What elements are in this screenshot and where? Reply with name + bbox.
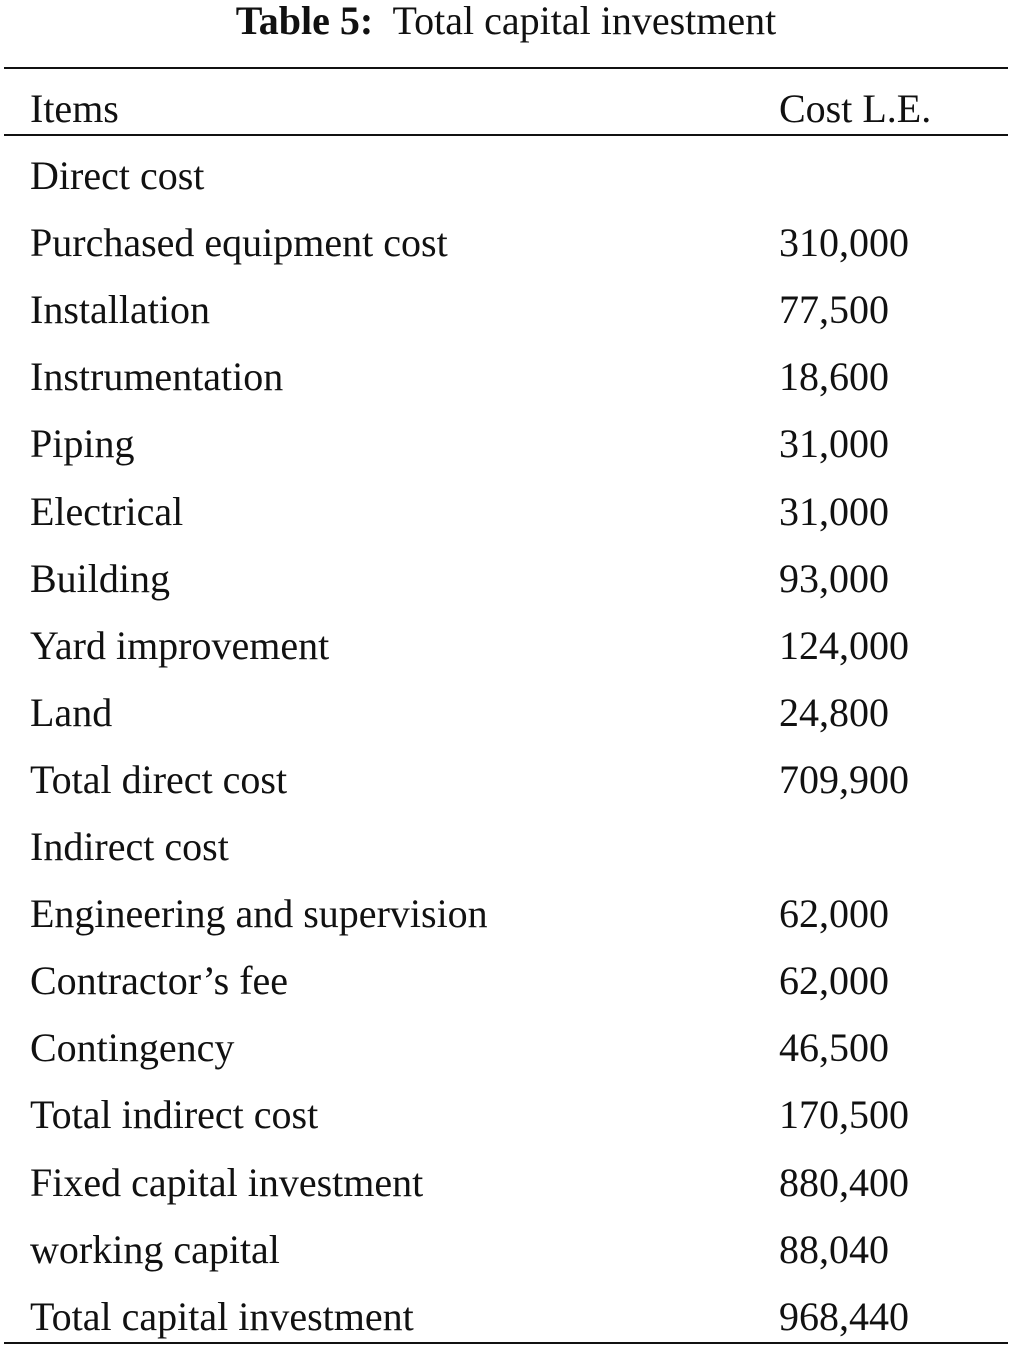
row-cost: 24,800 <box>779 690 889 735</box>
row-item: Total indirect cost <box>30 1092 319 1137</box>
row-item: Engineering and supervision <box>30 891 488 936</box>
header-cost: Cost L.E. <box>779 86 932 131</box>
table-row <box>0 343 1012 410</box>
row-cost: 93,000 <box>779 556 889 601</box>
row-cost: 170,500 <box>779 1092 909 1137</box>
table-row <box>0 410 1012 477</box>
table-row <box>0 612 1012 679</box>
table-row <box>0 1216 1012 1283</box>
table-row <box>0 679 1012 746</box>
row-cost: 77,500 <box>779 287 889 332</box>
row-item: Installation <box>30 287 210 332</box>
row-item: Contractor’s fee <box>30 958 289 1003</box>
row-cost: 709,900 <box>779 757 909 802</box>
table-row <box>0 813 1012 880</box>
row-cost: 31,000 <box>779 421 889 466</box>
row-cost: 880,400 <box>779 1160 909 1205</box>
table-bottom-rule <box>4 1342 1008 1344</box>
table-top-rule <box>4 67 1008 69</box>
table-caption-label: Table 5: <box>235 0 374 43</box>
table-row <box>0 1014 1012 1081</box>
table-row <box>0 276 1012 343</box>
row-cost: 88,040 <box>779 1227 889 1272</box>
row-cost: 124,000 <box>779 623 909 668</box>
row-item: Indirect cost <box>30 824 229 869</box>
row-item: Purchased equipment cost <box>30 220 448 265</box>
table-header-row <box>0 75 1012 142</box>
table-row <box>0 545 1012 612</box>
row-item: Electrical <box>30 489 184 534</box>
row-item: working capital <box>30 1227 280 1272</box>
row-cost: 18,600 <box>779 354 889 399</box>
table-row <box>0 947 1012 1014</box>
table-caption <box>0 0 1012 42</box>
header-items: Items <box>30 86 119 131</box>
row-cost: 46,500 <box>779 1025 889 1070</box>
row-item: Building <box>30 556 171 601</box>
table-row <box>0 880 1012 947</box>
table-row <box>0 209 1012 276</box>
table-row <box>0 1149 1012 1216</box>
row-cost: 62,000 <box>779 891 889 936</box>
row-item: Yard improvement <box>30 623 330 668</box>
table-header-rule <box>4 134 1008 136</box>
table-row <box>0 1283 1012 1350</box>
row-item: Total direct cost <box>30 757 288 802</box>
row-item: Land <box>30 690 113 735</box>
row-item: Piping <box>30 421 135 466</box>
table-row <box>0 478 1012 545</box>
row-cost: 62,000 <box>779 958 889 1003</box>
table-row <box>0 142 1012 209</box>
row-item: Total capital investment <box>30 1294 414 1339</box>
row-item: Direct cost <box>30 153 205 198</box>
table-row <box>0 746 1012 813</box>
row-cost: 31,000 <box>779 489 889 534</box>
row-item: Contingency <box>30 1025 235 1070</box>
table-caption-text: Total capital investment <box>392 0 777 43</box>
row-cost: 968,440 <box>779 1294 909 1339</box>
table-row <box>0 1081 1012 1148</box>
row-item: Fixed capital investment <box>30 1160 424 1205</box>
row-item: Instrumentation <box>30 354 284 399</box>
row-cost: 310,000 <box>779 220 909 265</box>
